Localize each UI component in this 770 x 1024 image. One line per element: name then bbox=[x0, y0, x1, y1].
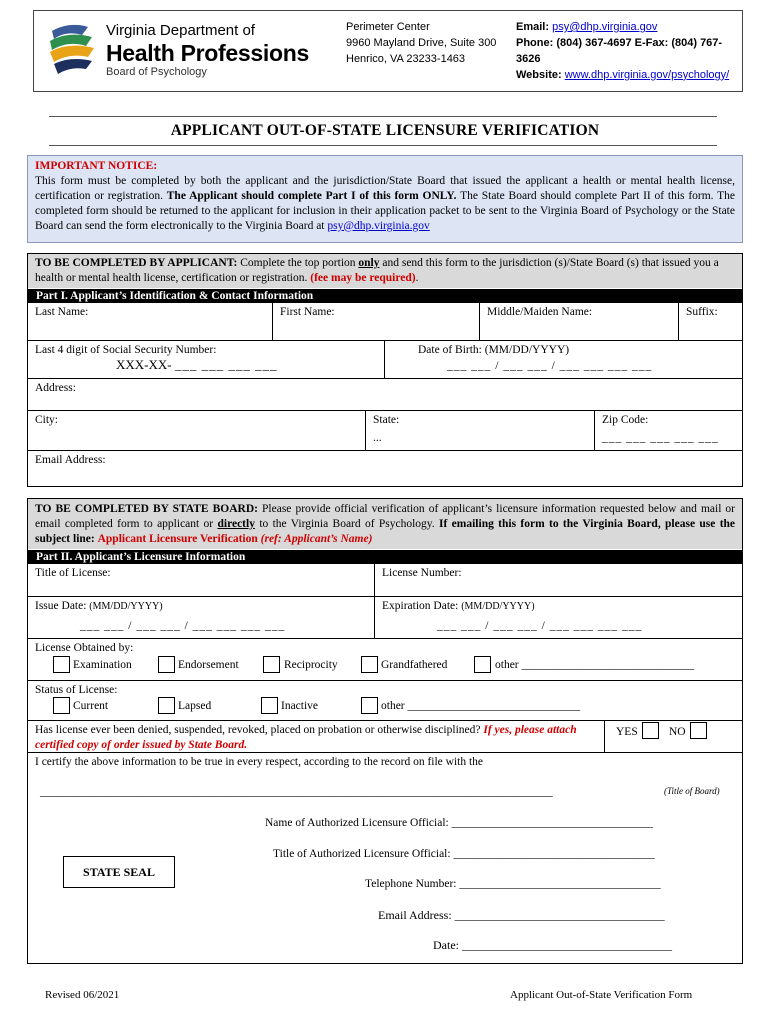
examination-label: Examination bbox=[73, 659, 132, 671]
subject-ref: (ref: Applicant’s Name) bbox=[260, 532, 373, 545]
board-intro bbox=[28, 499, 742, 549]
discipline-question-text: Has license ever been denied, suspended, revoked, placed on probation or otherwise disciplined? bbox=[35, 724, 481, 736]
zip-blanks: ___ ___ ___ ___ ___ bbox=[602, 432, 719, 444]
ssn-label: Last 4 digit of Social Security Number: bbox=[35, 344, 217, 356]
expiration-date-blanks: ___ ___ / ___ ___ / ___ ___ ___ ___ bbox=[437, 620, 643, 632]
status-other-label[interactable]: other ______________________________ bbox=[381, 700, 581, 712]
directly-word: directly bbox=[217, 517, 255, 530]
state-dots: ... bbox=[373, 432, 382, 444]
license-title-field[interactable] bbox=[28, 564, 375, 597]
divider bbox=[49, 116, 717, 117]
license-title-label: Title of License: bbox=[35, 567, 111, 579]
state-seal-box: STATE SEAL bbox=[63, 856, 175, 888]
ssn-blanks: ___ ___ ___ ___ bbox=[174, 357, 278, 372]
fee-note: (fee may be required) bbox=[310, 271, 416, 284]
notice-heading: IMPORTANT NOTICE: bbox=[35, 160, 158, 172]
board-name-line[interactable]: ______________________________________________________________________________________________ bbox=[40, 786, 553, 798]
suffix-field[interactable] bbox=[679, 303, 742, 341]
expiration-date-format: (MM/DD/YYYY) bbox=[461, 601, 535, 612]
status-other-checkbox[interactable] bbox=[361, 697, 378, 714]
dob-label: Date of Birth: (MM/DD/YYYY) bbox=[418, 344, 570, 356]
applicant-intro-text-2: and send this form to the jurisdiction (s)/State Board (s) that issued you a health or mental health license, certification or registration. bbox=[35, 257, 719, 284]
address-label: Address: bbox=[35, 382, 76, 394]
inactive-checkbox[interactable] bbox=[261, 697, 278, 714]
website-link[interactable]: www.dhp.virginia.gov/psychology/ bbox=[564, 68, 730, 81]
divider bbox=[49, 145, 717, 146]
notice-text-2: The State Board should complete Part II of this form. The completed form should be returned to the applicant for inclusion in their application packet to be sent to the Virginia Board of Psychology or the State Board can send the form electronically to the Virginia Board at bbox=[35, 189, 735, 232]
efax-number: (804) 767-3626 bbox=[516, 36, 723, 65]
email-link[interactable]: psy@dhp.virginia.gov bbox=[552, 21, 658, 33]
zip-label: Zip Code: bbox=[602, 414, 649, 426]
date-line[interactable]: Date: ___________________________________ bbox=[433, 938, 672, 952]
part-2-header: Part II. Applicant’s Licensure Information bbox=[28, 550, 742, 564]
expiration-date-label: Expiration Date: bbox=[382, 600, 459, 612]
official-email-line[interactable]: Email Address: ___________________________________ bbox=[378, 908, 665, 922]
applicant-intro-bold: TO BE COMPLETED BY APPLICANT: bbox=[35, 257, 238, 269]
applicant-intro-text: Complete the top portion bbox=[240, 257, 356, 269]
issue-date-label: Issue Date: bbox=[35, 600, 87, 612]
discipline-note-1: If yes, please bbox=[483, 724, 545, 736]
city-field[interactable] bbox=[28, 411, 366, 451]
no-label: NO bbox=[669, 726, 686, 738]
logo-line-1: Virginia Department of bbox=[106, 22, 255, 39]
board-intro-text-2: to the Virginia Board of Psychology. bbox=[259, 517, 435, 530]
applicant-intro bbox=[28, 254, 742, 288]
license-number-label: License Number: bbox=[382, 567, 462, 579]
endorsement-checkbox[interactable] bbox=[158, 656, 175, 673]
board-contact bbox=[516, 20, 742, 84]
virginia-state-logo-icon bbox=[48, 21, 104, 83]
intro-period: . bbox=[415, 271, 419, 284]
lapsed-checkbox[interactable] bbox=[158, 697, 175, 714]
address-line-3: Henrico, VA 23233-1463 bbox=[346, 52, 466, 65]
examination-checkbox[interactable] bbox=[53, 656, 70, 673]
address-line-1: Perimeter Center bbox=[346, 21, 430, 33]
issue-date-blanks: ___ ___ / ___ ___ / ___ ___ ___ ___ bbox=[80, 620, 286, 632]
address-field[interactable] bbox=[28, 379, 742, 411]
reciprocity-label: Reciprocity bbox=[284, 659, 338, 671]
first-name-field[interactable] bbox=[273, 303, 480, 341]
board-address bbox=[346, 20, 496, 68]
middle-name-label: Middle/Maiden Name: bbox=[487, 306, 593, 318]
ssn-prefix: XXX-XX- bbox=[116, 357, 172, 372]
phone-label: Phone: bbox=[516, 36, 554, 49]
certify-text: I certify the above information to be true in every respect, according to the record on file with the bbox=[35, 756, 484, 768]
phone-number: (804) 367-4697 bbox=[556, 36, 632, 49]
notice-email-link[interactable]: psy@dhp.virginia.gov bbox=[327, 219, 430, 232]
board-intro-bold: TO BE COMPLETED BY STATE BOARD: bbox=[35, 503, 258, 515]
part-1-header: Part I. Applicant’s Identification & Contact Information bbox=[28, 289, 742, 303]
last-name-label: Last Name: bbox=[35, 306, 89, 318]
website-label: Website: bbox=[516, 68, 562, 81]
reciprocity-checkbox[interactable] bbox=[263, 656, 280, 673]
issue-date-field[interactable] bbox=[28, 597, 375, 639]
grandfathered-checkbox[interactable] bbox=[361, 656, 378, 673]
email-address-label: Email Address: bbox=[35, 454, 106, 466]
address-line-2: 9960 Mayland Drive, Suite 300 bbox=[346, 36, 497, 49]
last-name-field[interactable] bbox=[28, 303, 273, 341]
state-field[interactable] bbox=[366, 411, 595, 451]
email-label: Email: bbox=[516, 21, 550, 33]
suffix-label: Suffix: bbox=[686, 306, 718, 318]
zip-field[interactable] bbox=[595, 411, 742, 451]
logo-line-2: Health Professions bbox=[106, 39, 309, 66]
dob-field[interactable] bbox=[385, 341, 742, 379]
revised-date: Revised 06/2021 bbox=[45, 989, 120, 1001]
email-field[interactable] bbox=[28, 451, 742, 486]
logo-line-3: Board of Psychology bbox=[106, 66, 207, 79]
issue-date-format: (MM/DD/YYYY) bbox=[89, 601, 163, 612]
official-name-line[interactable]: Name of Authorized Licensure Official: ___________________________________ bbox=[265, 817, 653, 829]
grandfathered-label: Grandfathered bbox=[381, 659, 448, 671]
current-checkbox[interactable] bbox=[53, 697, 70, 714]
telephone-line[interactable]: Telephone Number: ___________________________________ bbox=[365, 878, 661, 890]
ssn-field[interactable] bbox=[28, 341, 385, 379]
important-notice bbox=[27, 155, 743, 243]
dhp-logo bbox=[48, 17, 338, 89]
yes-checkbox[interactable] bbox=[642, 722, 659, 739]
discipline-question bbox=[28, 721, 605, 753]
page-title: APPLICANT OUT-OF-STATE LICENSURE VERIFICATION bbox=[170, 122, 600, 139]
official-title-line[interactable]: Title of Authorized Licensure Official: ___________________________________ bbox=[273, 848, 655, 860]
state-board-section bbox=[27, 498, 743, 964]
current-label: Current bbox=[73, 700, 109, 712]
obtained-other-checkbox[interactable] bbox=[474, 656, 491, 673]
license-status-label: Status of License: bbox=[35, 684, 118, 696]
board-intro-bold-2: If emailing this form to the Virginia Board, please use the subject line: bbox=[35, 517, 736, 545]
lapsed-label: Lapsed bbox=[178, 700, 212, 712]
dob-blanks: ___ ___ / ___ ___ / ___ ___ ___ ___ bbox=[447, 360, 653, 372]
applicant-section bbox=[27, 253, 743, 487]
license-number-field[interactable] bbox=[375, 564, 742, 597]
discipline-note-2: attach certified copy of order issued by State Board. bbox=[35, 724, 577, 751]
letterhead bbox=[33, 10, 743, 92]
expiration-date-field[interactable] bbox=[375, 597, 742, 639]
license-obtained-label: License Obtained by: bbox=[35, 642, 134, 654]
notice-bold: The Applicant should complete Part I of this form ONLY. bbox=[166, 189, 457, 202]
endorsement-label: Endorsement bbox=[178, 659, 239, 671]
yes-label: YES bbox=[616, 726, 638, 738]
middle-name-field[interactable] bbox=[480, 303, 679, 341]
no-checkbox[interactable] bbox=[690, 722, 707, 739]
only-word: only bbox=[358, 257, 380, 269]
city-label: City: bbox=[35, 414, 59, 426]
board-intro-text: Please provide official verification of applicant’s licensure information requested below and mail or email completed form to applicant or bbox=[35, 503, 736, 530]
efax-label: E-Fax: bbox=[634, 36, 669, 49]
subject-line: Applicant Licensure Verification bbox=[97, 532, 258, 545]
board-name-caption: (Title of Board) bbox=[664, 786, 720, 796]
first-name-label: First Name: bbox=[280, 306, 335, 318]
obtained-other-label[interactable]: other ______________________________ bbox=[495, 659, 695, 671]
state-label: State: bbox=[373, 414, 400, 426]
inactive-label: Inactive bbox=[281, 700, 319, 712]
notice-text-1: This form must be completed by both the applicant and the jurisdiction/State Board that issued the applicant a health or mental health license, certification or registration. bbox=[35, 174, 735, 202]
form-name: Applicant Out-of-State Verification Form bbox=[510, 989, 693, 1001]
